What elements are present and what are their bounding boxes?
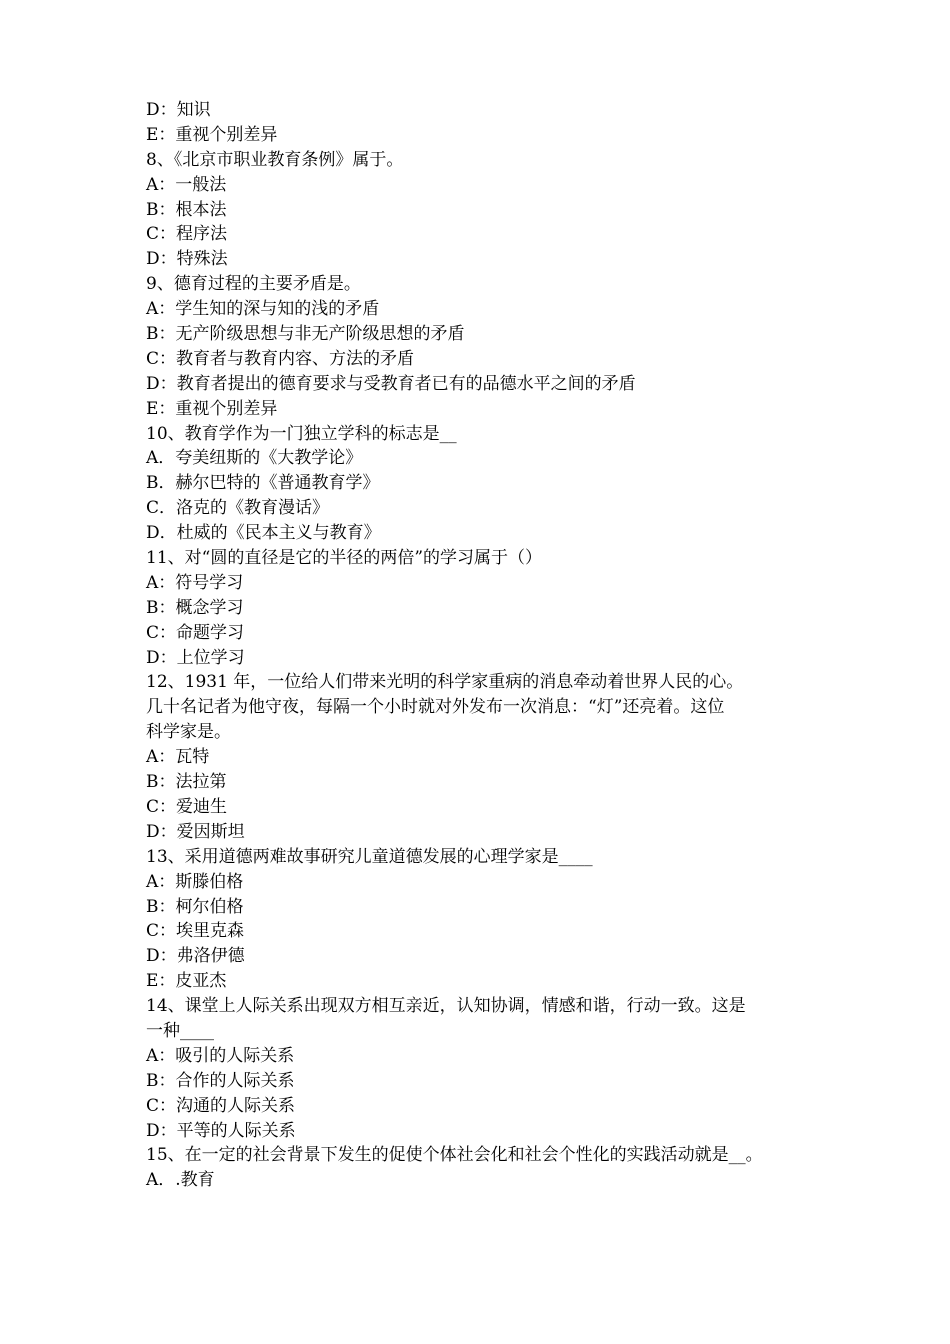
question-12-line-2: 几十名记者为他守夜，每隔一个小时就对外发布一次消息：“灯”还亮着。这位 [146, 697, 725, 718]
answer-option-c: C：沟通的人际关系 [146, 1095, 296, 1116]
answer-option-d: D：上位学习 [146, 647, 245, 668]
answer-option-d: D：弗洛伊德 [146, 946, 245, 967]
answer-option-e: E：重视个别差异 [146, 124, 278, 145]
answer-option-a: A：瓦特 [146, 747, 210, 768]
answer-option-a: A：斯滕伯格 [146, 871, 244, 892]
answer-option-b: B：柯尔伯格 [146, 896, 244, 917]
question-9: 9、德育过程的主要矛盾是。 [146, 274, 361, 295]
answer-option-b: B：无产阶级思想与非无产阶级思想的矛盾 [146, 324, 465, 345]
answer-option-d: D：爱因斯坦 [146, 821, 245, 842]
question-11: 11、对“圆的直径是它的半径的两倍”的学习属于（） [146, 548, 543, 569]
question-14-line-2: 一种____ [146, 1020, 214, 1041]
answer-option-d: D：平等的人际关系 [146, 1120, 296, 1141]
answer-option-a: A：一般法 [146, 174, 227, 195]
question-12-line-1: 12、1931 年，一位给人们带来光明的科学家重病的消息牵动着世界人民的心。 [146, 672, 744, 693]
answer-option-d: D：特殊法 [146, 249, 228, 270]
question-14-line-1: 14、课堂上人际关系出现双方相互亲近，认知协调，情感和谐，行动一致。这是 [146, 996, 746, 1017]
question-10: 10、教育学作为一门独立学科的标志是__ [146, 423, 457, 444]
document-page [146, 98, 826, 1193]
answer-option-e: E：重视个别差异 [146, 398, 278, 419]
answer-option-c: C：教育者与教育内容、方法的矛盾 [146, 348, 415, 369]
question-15: 15、在一定的社会背景下发生的促使个体社会化和社会个性化的实践活动就是__。 [146, 1145, 763, 1166]
answer-option-c: C：程序法 [146, 224, 228, 245]
answer-option-a: A．.教育 [146, 1170, 215, 1191]
answer-option-c: C：爱迪生 [146, 796, 228, 817]
answer-option-a: A：学生知的深与知的浅的矛盾 [146, 299, 380, 320]
answer-option-b: B：概念学习 [146, 597, 244, 618]
answer-option-c: C：命题学习 [146, 622, 245, 643]
answer-option-d: D：教育者提出的德育要求与受教育者已有的品德水平之间的矛盾 [146, 373, 636, 394]
answer-option-d: D：知识 [146, 100, 211, 120]
question-8: 8、《北京市职业教育条例》属于。 [146, 149, 404, 170]
answer-option-a: A．夸美纽斯的《大教学论》 [146, 448, 363, 469]
answer-option-c: C：埃里克森 [146, 921, 245, 942]
answer-option-b: B：法拉第 [146, 772, 227, 793]
answer-option-a: A：吸引的人际关系 [146, 1045, 295, 1066]
answer-option-b: B：合作的人际关系 [146, 1070, 295, 1091]
answer-option-c: C．洛克的《教育漫话》 [146, 498, 330, 519]
question-12-line-3: 科学家是。 [146, 722, 231, 743]
answer-option-d: D．杜威的《民本主义与教育》 [146, 523, 381, 544]
answer-option-a: A：符号学习 [146, 572, 244, 593]
answer-option-e: E：皮亚杰 [146, 971, 227, 992]
answer-option-b: B：根本法 [146, 199, 227, 220]
answer-option-b: B．赫尔巴特的《普通教育学》 [146, 473, 380, 494]
question-13: 13、采用道德两难故事研究儿童道德发展的心理学家是____ [146, 846, 593, 867]
